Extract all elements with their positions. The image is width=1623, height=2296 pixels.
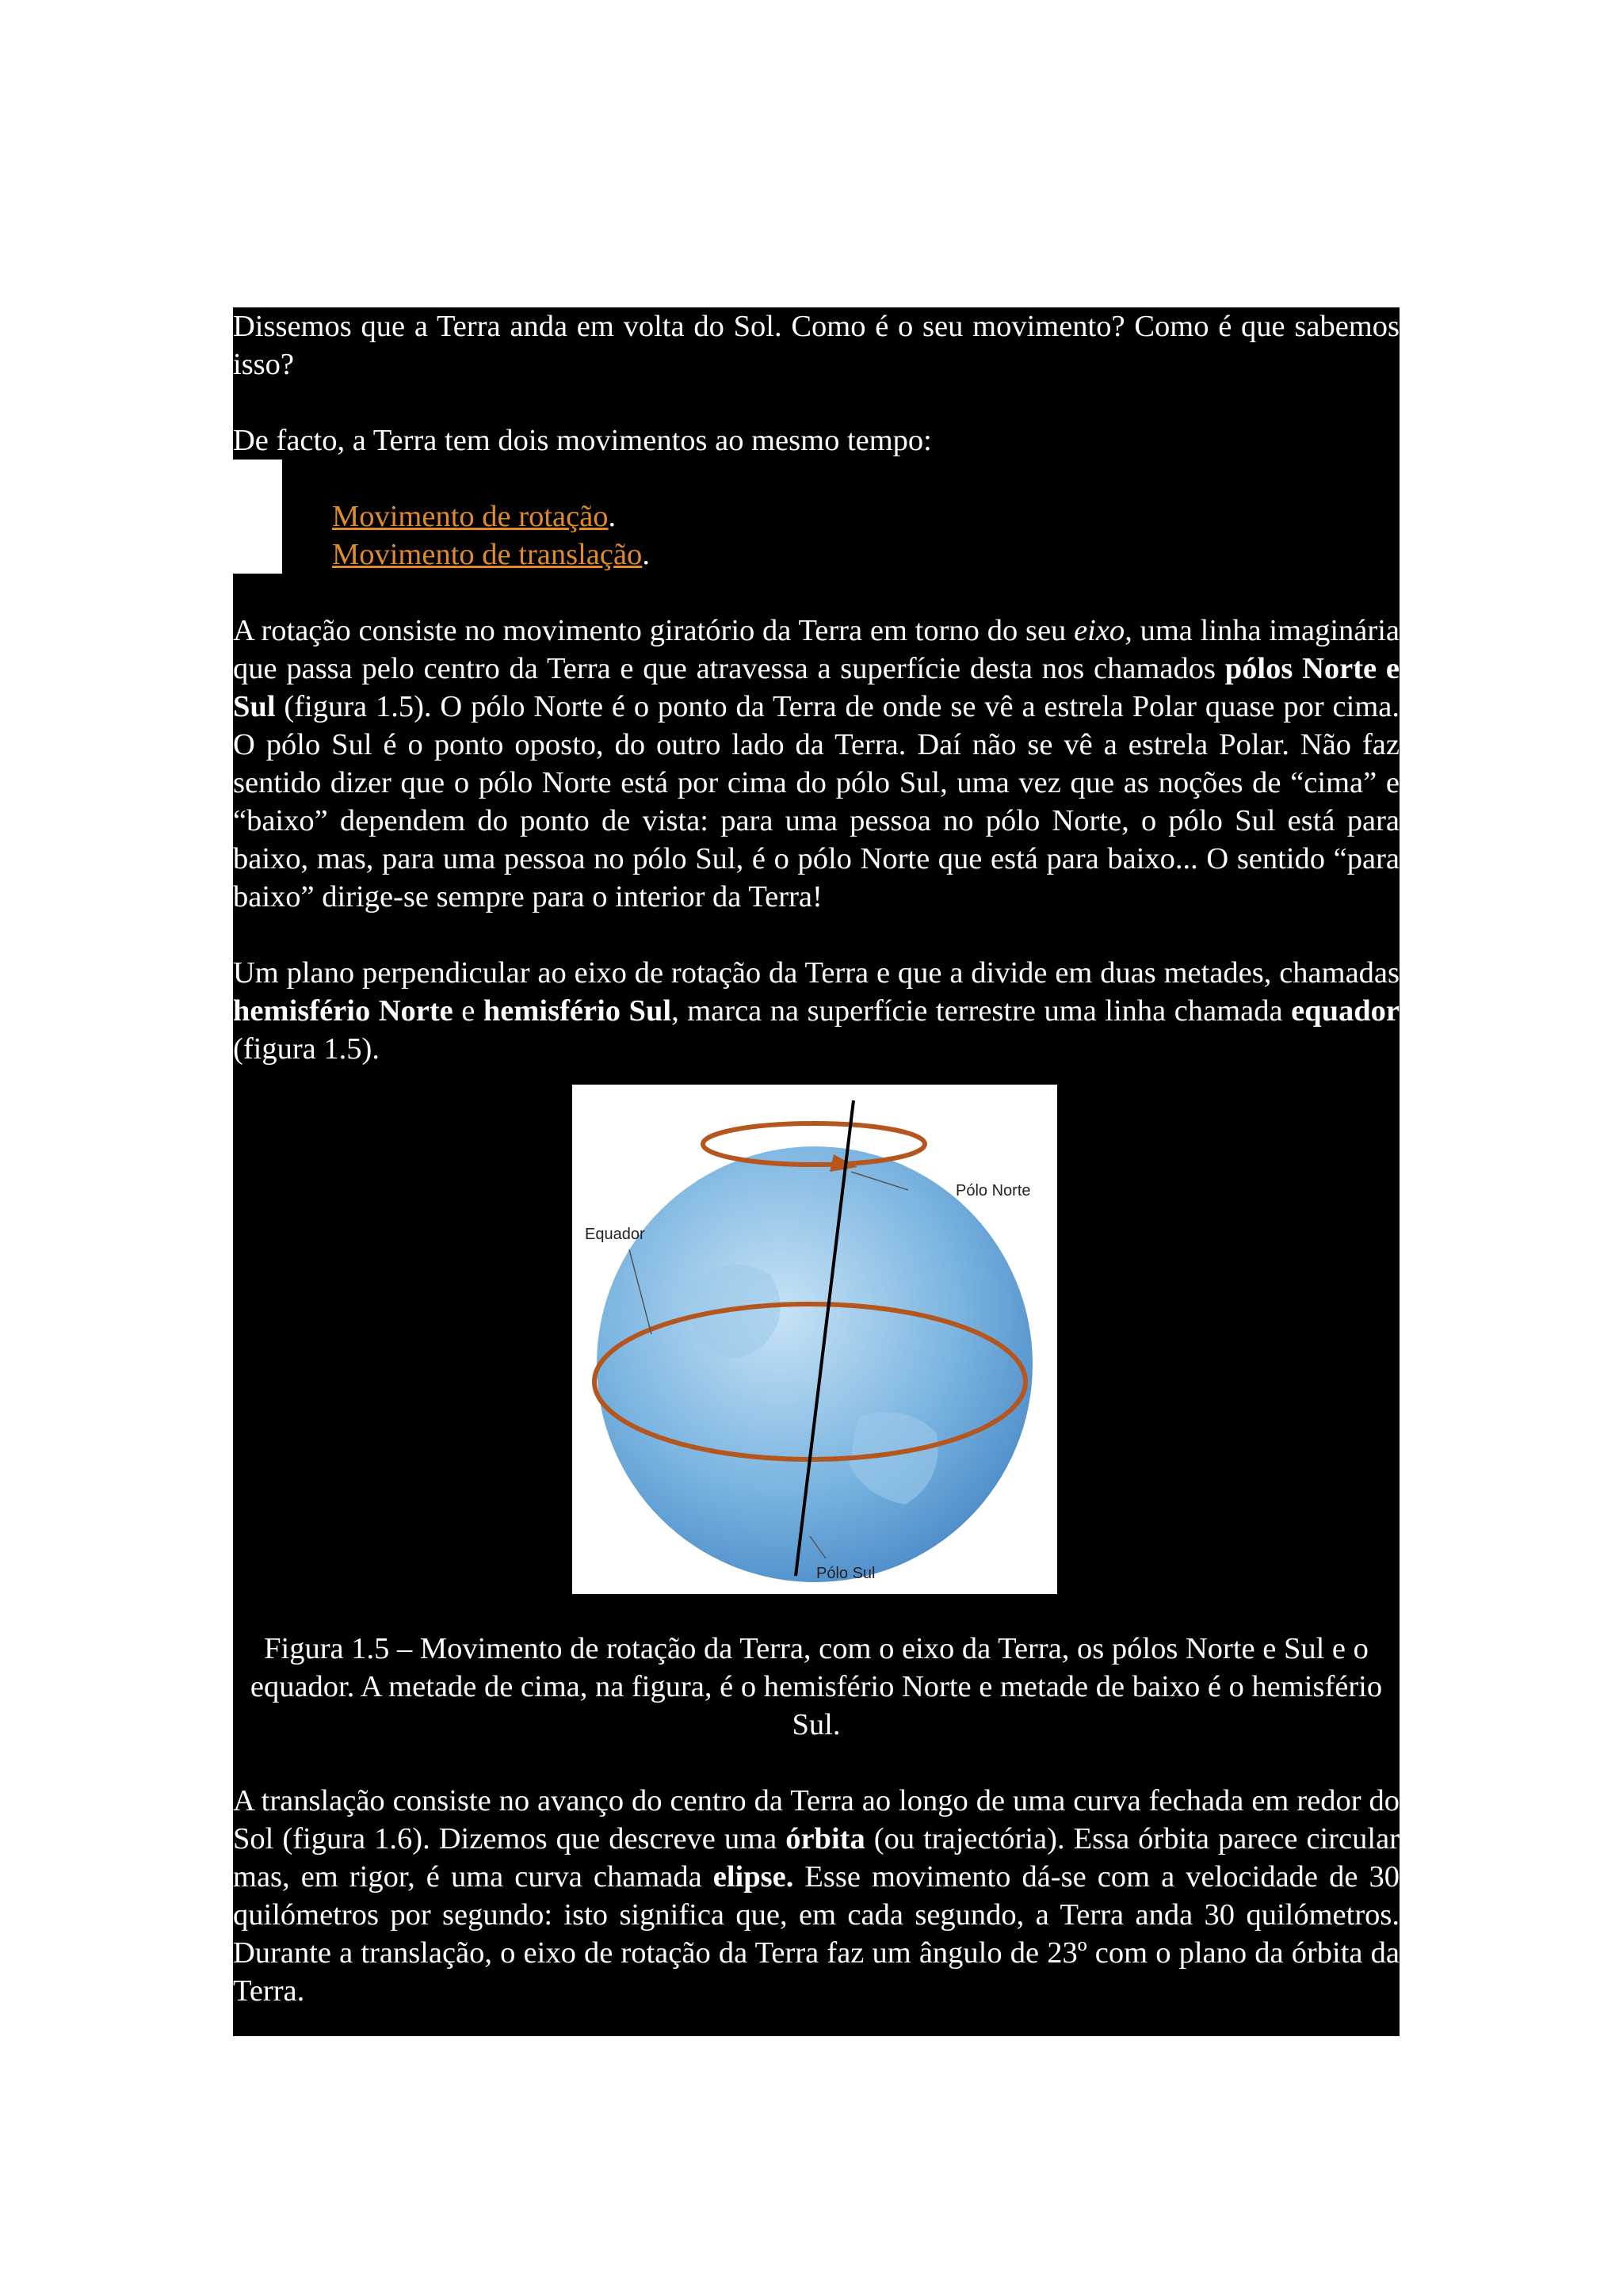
bullet-icon: ● bbox=[283, 503, 298, 529]
translation-paragraph: A translação consiste no avanço do centro da Terra ao longo de uma curva fechada em redor do Sol (figura 1.6). Dizemos que descreve uma órbita (ou trajectória). Essa órbita parece circular mas, em rigor, é uma curva chamada elipse. Esse movimento dá-se com a velocidade de 30 quilómetros por segundo: isto significa que, em cada segundo, a Terra anda 30 quilómetros. Durante a translação, o eixo de rotação da Terra faz um ângulo de 23º com o plano da órbita da Terra. bbox=[233, 1784, 1400, 2008]
list-item: ● Movimento de translação. bbox=[233, 536, 1400, 574]
term-hemisferio-norte: hemisfério Norte bbox=[233, 994, 453, 1028]
term-hemisferio-sul: hemisfério Sul bbox=[483, 994, 672, 1028]
link-translation[interactable]: Movimento de translação bbox=[332, 538, 643, 571]
link-rotation[interactable]: Movimento de rotação bbox=[332, 500, 609, 533]
rotation-paragraph: A rotação consiste no movimento giratório da Terra em torno do seu eixo, uma linha imaginária que passa pelo centro da Terra e que atravessa a superfície desta nos chamados pólos Norte e Sul (figura 1.5). O pólo Norte é o ponto da Terra de onde se vê a estrela Polar quase por cima. O pólo Sul é o ponto oposto, do outro lado da Terra. Daí não se vê a estrela Polar. Não faz sentido dizer que o pólo Norte está por cima do pólo Sul, uma vez que as noções de “cima” e “baixo” dependem do ponto de vista: para uma pessoa no pólo Norte, o pólo Sul está para baixo, mas, para uma pessoa no pólo Sul, é o pólo Norte que está para baixo... O sentido “para baixo” dirige-se sempre para o interior da Terra! bbox=[233, 614, 1400, 913]
plane-paragraph: Um plano perpendicular ao eixo de rotação da Terra e que a divide em duas metades, chamadas hemisfério Norte e hemisfério Sul, marca na superfície terrestre uma linha chamada equador (figura 1.5). bbox=[233, 956, 1400, 1066]
list-item: ● Movimento de rotação. bbox=[233, 498, 1400, 536]
label-equador: Equador bbox=[585, 1226, 645, 1243]
bullet-icon: ● bbox=[283, 541, 298, 567]
term-poles: pólos Norte e Sul bbox=[233, 652, 1400, 723]
movements-intro: De facto, a Terra tem dois movimentos ao mesmo tempo: bbox=[233, 424, 932, 457]
intro-paragraph: Dissemos que a Terra anda em volta do Sol. Como é o seu movimento? Como é que sabemos isso? bbox=[233, 310, 1400, 381]
figure-caption: Figura 1.5 – Movimento de rotação da Terra, com o eixo da Terra, os pólos Norte e Sul e o equador. A metade de cima, na figura, é o hemisfério Norte e metade de baixo é o hemisfério Sul. bbox=[250, 1632, 1383, 1741]
document-page bbox=[233, 307, 1400, 2036]
term-equador: equador bbox=[1291, 994, 1400, 1028]
earth-rotation-figure bbox=[572, 1085, 1057, 1594]
term-orbita: órbita bbox=[785, 1822, 865, 1855]
label-polo-norte: Pólo Norte bbox=[956, 1182, 1031, 1199]
earth-illustration bbox=[572, 1085, 1057, 1594]
term-elipse: elipse. bbox=[712, 1860, 794, 1894]
label-polo-sul: Pólo Sul bbox=[816, 1565, 876, 1582]
globe bbox=[597, 1146, 1033, 1582]
term-eixo: eixo bbox=[1074, 614, 1125, 647]
movements-list bbox=[233, 498, 1400, 574]
